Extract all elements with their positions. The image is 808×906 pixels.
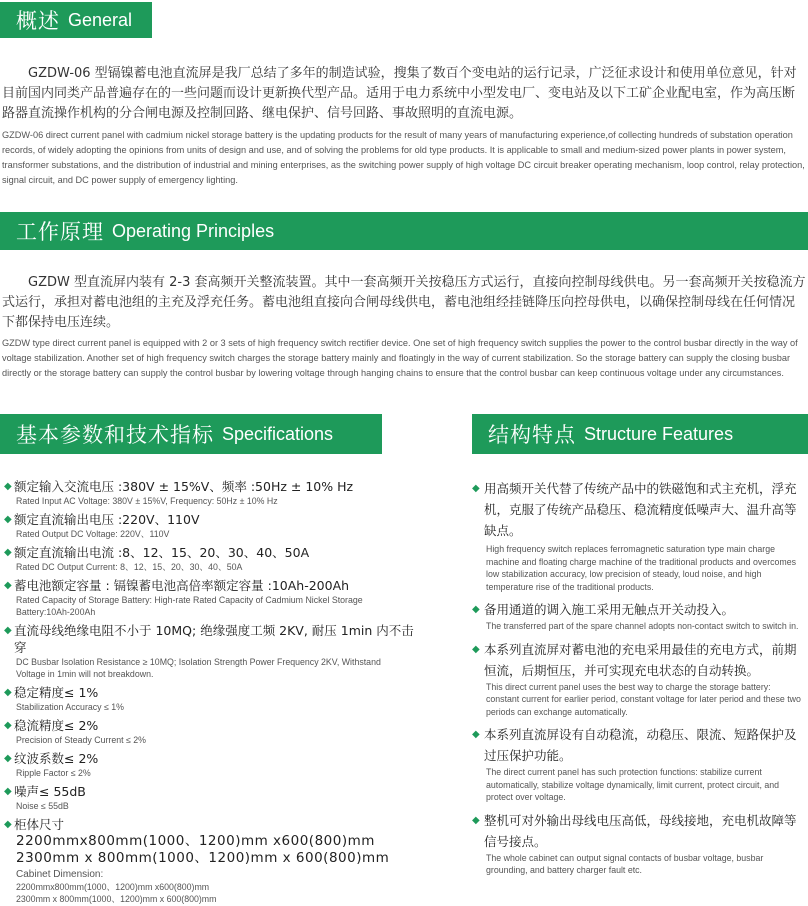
- list-item: [4, 511, 444, 540]
- specs-banner: [0, 414, 382, 454]
- bullet-icon: ◆: [4, 819, 12, 830]
- bullet-icon: ◆: [4, 625, 12, 636]
- feature-en: The direct current panel has such protection functions: stabilize current automatically, stabilize voltage dynamically, limit current, protect circuit, and protect over voltage.: [486, 767, 780, 802]
- principles-title-en: Operating Principles: [112, 220, 275, 241]
- spec-cn: 柜体尺寸: [14, 817, 65, 832]
- spec-en: Rated Output DC Voltage: 220V、110V: [16, 529, 170, 539]
- spec-en: Rated Input AC Voltage: 380V ± 15%V, Frequency: 50Hz ± 10% Hz: [16, 496, 278, 506]
- cabinet-dim-2: 2300mm x 800mm(1000、1200)mm x 600(800)mm: [16, 850, 390, 866]
- list-item: [472, 810, 804, 877]
- feature-cn: 本系列直流屏对蓄电池的充电采用最佳的充电方式，前期恒流，后期恒压，并可实现充电状态的自动转换。: [484, 641, 797, 678]
- spec-en: Precision of Steady Current ≤ 2%: [16, 735, 146, 745]
- feature-en: The whole cabinet can output signal contacts of busbar voltage, busbar grounding, and battery charger fault etc.: [486, 852, 764, 875]
- spec-en: Noise ≤ 55dB: [16, 801, 69, 811]
- feature-cn: 备用通道的调入施工采用无触点开关动投入。: [484, 602, 735, 617]
- spec-cn: 蓄电池额定容量 : 镉镍蓄电池高倍率额定容量 :10Ah-200Ah: [14, 578, 350, 593]
- feature-en: The transferred part of the spare channel adopts non-contact switch to switch in.: [486, 621, 799, 631]
- list-item: [4, 544, 444, 573]
- general-title-cn: 概述: [16, 9, 60, 33]
- feature-en: High frequency switch replaces ferromagnetic saturation type main charge machine and floating charge machine of the traditional products and overcomes low stabilization accuracy, low precision of steady, loud noise, and high temperature rise of the traditional products.: [486, 544, 797, 592]
- spec-cn: 噪声≤ 55dB: [14, 784, 86, 799]
- list-item: [4, 750, 444, 779]
- features-title-en: Structure Features: [584, 423, 734, 444]
- spec-cn: 额定输入交流电压 :380V ± 15%V、频率 :50Hz ± 10% Hz: [14, 479, 354, 494]
- bullet-icon: ◆: [4, 687, 12, 698]
- specs-title-cn: 基本参数和技术指标: [16, 423, 214, 447]
- list-item: [4, 717, 444, 746]
- list-item: [472, 478, 804, 593]
- principles-text-en: GZDW type direct current panel is equipped with 2 or 3 sets of high frequency switch rectifier device. One set of high frequency switch supplies the power to the control busbar directly in the way of voltage stabilization. Another set of high frequency switch charges the storage battery mainly and floatingly in the way of current stabilization. So the storage battery can supply the closing busbar directly or the storage battery can supply the control busbar by lowering voltage through hanging chains to ensure that the control busbar can keep continuous voltage under any circumstances.: [2, 338, 798, 378]
- specs-list: [4, 478, 444, 905]
- principles-text-cn: GZDW 型直流屏内装有 2-3 套高频开关整流装置。其中一套高频开关按稳压方式运行，直接向控制母线供电。另一套高频开关按稳流方式运行，承担对蓄电池组的主充及浮充任务。蓄电池组直接向合闸母线供电，蓄电池组经挂链降压向控母供电，以确保控制母线在任何情况下都保持电压连续。: [2, 275, 806, 330]
- spec-cn: 稳流精度≤ 2%: [14, 718, 99, 733]
- bullet-icon: ◆: [472, 483, 480, 494]
- principles-banner: [0, 212, 808, 250]
- bullet-icon: ◆: [4, 753, 12, 764]
- general-title-en: General: [68, 9, 133, 30]
- feature-en: This direct current panel uses the best way to charge the storage battery: constant current for earlier period, constant voltage for later period and these two periods can exchange automatically.: [486, 681, 801, 717]
- bullet-icon: ◆: [4, 547, 12, 558]
- cabinet-dim-en-1: 2200mmx800mm(1000、1200)mm x600(800)mm: [16, 882, 210, 892]
- feature-cn: 整机可对外输出母线电压高低，母线接地，充电机故障等信号接点。: [484, 812, 797, 849]
- bullet-icon: ◆: [4, 720, 12, 731]
- specs-title-en: Specifications: [222, 423, 334, 444]
- general-text-en: GZDW-06 direct current panel with cadmium nickel storage battery is the updating products for the result of many years of manufacturing experience,of collecting hundreds of substation operation records, of widely adopting the opinions from units of design and use, and of solving the problems for old type products. It is applicable to small and medium-sized power plants in power system, transformer substations, and the distribution of industrial and mining enterprises, as the switching power supply of high voltage DC circuit breaker operating mechanism, loop control, relay protection, signal circuit, and DC power supply of emergency lighting.: [2, 130, 805, 185]
- list-item: [4, 577, 444, 618]
- features-title-cn: 结构特点: [488, 423, 576, 447]
- spec-cn: 稳定精度≤ 1%: [14, 685, 99, 700]
- spec-cn: 额定直流输出电流 :8、12、15、20、30、40、50A: [14, 545, 310, 560]
- spec-en: DC Busbar Isolation Resistance ≥ 10MQ; Isolation Strength Power Frequency 2KV, Withstand Voltage in 1min will not breakdown.: [16, 657, 381, 679]
- spec-en: Rated Capacity of Storage Battery: High-rate Rated Capacity of Cadmium Nickel Storage Battery:10Ah-200Ah: [16, 595, 363, 617]
- bullet-icon: ◆: [4, 580, 12, 591]
- feature-cn: 用高频开关代替了传统产品中的铁磁饱和式主充机，浮充机，克服了传统产品稳压、稳流精度低噪声大、温升高等缺点。: [484, 481, 797, 538]
- bullet-icon: ◆: [472, 604, 480, 615]
- list-item: [4, 622, 444, 680]
- list-item: [472, 639, 804, 719]
- list-item: [472, 724, 804, 804]
- bullet-icon: ◆: [4, 481, 12, 492]
- cabinet-dim-label-en: Cabinet Dimension:: [16, 869, 104, 880]
- features-list: [472, 478, 804, 877]
- spec-en: Ripple Factor ≤ 2%: [16, 768, 91, 778]
- cabinet-dim-en-2: 2300mm x 800mm(1000、1200)mm x 600(800)mm: [16, 894, 217, 904]
- list-item: [4, 478, 444, 507]
- list-item: [4, 783, 444, 812]
- principles-title-cn: 工作原理: [16, 220, 104, 244]
- bullet-icon: ◆: [472, 814, 480, 826]
- list-item: [472, 599, 804, 633]
- list-item: [4, 684, 444, 713]
- bullet-icon: ◆: [4, 514, 12, 525]
- general-banner: [0, 2, 152, 38]
- feature-cn: 本系列直流屏设有自动稳流，动稳压、限流、短路保护及过压保护功能。: [484, 727, 797, 763]
- spec-cn: 额定直流输出电压 :220V、110V: [14, 512, 200, 527]
- bullet-icon: ◆: [472, 643, 480, 655]
- bullet-icon: ◆: [472, 729, 480, 740]
- features-banner: [472, 414, 808, 454]
- cabinet-dim-1: 2200mmx800mm(1000、1200)mm x600(800)mm: [16, 833, 375, 849]
- bullet-icon: ◆: [4, 786, 12, 797]
- spec-en: Stabilization Accuracy ≤ 1%: [16, 702, 124, 712]
- spec-cn: 直流母线绝缘电阻不小于 10MQ; 绝缘强度工频 2KV, 耐压 1min 内不击穿: [14, 623, 414, 655]
- spec-cn: 纹波系数≤ 2%: [14, 751, 99, 766]
- spec-en: Rated DC Output Current: 8、12、15、20、30、40、50A: [16, 562, 243, 572]
- general-text-cn: GZDW-06 型镉镍蓄电池直流屏是我厂总结了多年的制造试验，搜集了数百个变电站的运行记录，广泛征求设计和使用单位意见，针对目前国内同类产品普遍存在的一些问题而设计更新换代型产品。适用于电力系统中小型发电厂、变电站及以下工矿企业配电室，作为高压断路器直流操作机构的分合闸电源及控制回路、继电保护、信号回路、事故照明的直流电源。: [2, 66, 797, 121]
- list-item: [4, 816, 444, 833]
